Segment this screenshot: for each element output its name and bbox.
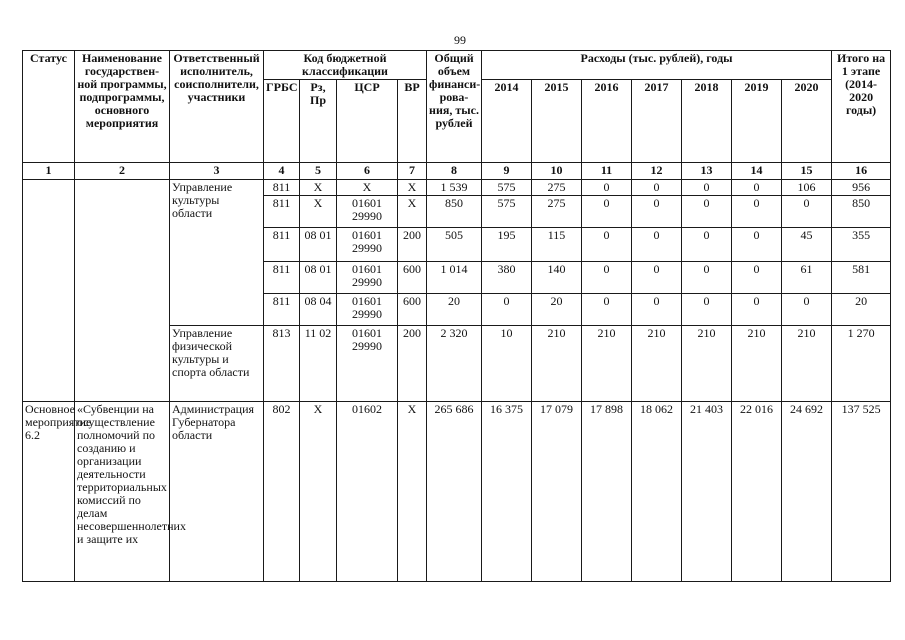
total-volume-cell: 1 014 (427, 262, 482, 294)
year-value-cell: 0 (682, 180, 732, 196)
year-value-cell: 0 (732, 294, 782, 326)
header-year: 2015 (532, 80, 582, 163)
rzpr-cell: 08 01 (300, 262, 337, 294)
vr-cell: 200 (398, 326, 427, 402)
header-stage-total: Итого на 1 этапе (2014-2020 годы) (832, 51, 891, 163)
year-value-cell: 275 (532, 180, 582, 196)
year-value-cell: 0 (732, 262, 782, 294)
column-number: 12 (632, 163, 682, 180)
year-value-cell: 0 (632, 262, 682, 294)
year-value-cell: 0 (732, 180, 782, 196)
year-value-cell: 0 (732, 228, 782, 262)
grbs-cell: 802 (264, 402, 300, 582)
header-year: 2018 (682, 80, 732, 163)
header-executor: Ответственный исполнитель, соисполнители, участники (170, 51, 264, 163)
year-value-cell: 140 (532, 262, 582, 294)
column-number: 15 (782, 163, 832, 180)
csr-cell: 01601 29990 (337, 294, 398, 326)
csr-cell: 01602 (337, 402, 398, 582)
year-value-cell: 0 (682, 228, 732, 262)
table-row (23, 180, 891, 196)
year-value-cell: 20 (532, 294, 582, 326)
stage-total-cell: 20 (832, 294, 891, 326)
executor-cell: Управление культуры области (170, 180, 264, 326)
year-value-cell: 17 079 (532, 402, 582, 582)
year-value-cell: 0 (582, 228, 632, 262)
grbs-cell: 811 (264, 294, 300, 326)
stage-total-cell: 581 (832, 262, 891, 294)
program-name-cell (75, 180, 170, 402)
header-year: 2016 (582, 80, 632, 163)
budget-table (22, 50, 891, 582)
table-row (23, 402, 891, 582)
column-number: 6 (337, 163, 398, 180)
column-number: 2 (75, 163, 170, 180)
stage-total-cell: 1 270 (832, 326, 891, 402)
year-value-cell: 0 (632, 180, 682, 196)
year-value-cell: 0 (582, 196, 632, 228)
column-number: 13 (682, 163, 732, 180)
year-value-cell: 0 (632, 196, 682, 228)
year-value-cell: 17 898 (582, 402, 632, 582)
year-value-cell: 210 (582, 326, 632, 402)
column-number: 16 (832, 163, 891, 180)
vr-cell: 600 (398, 262, 427, 294)
vr-cell: Х (398, 180, 427, 196)
column-number: 9 (482, 163, 532, 180)
year-value-cell: 195 (482, 228, 532, 262)
year-value-cell: 210 (782, 326, 832, 402)
year-value-cell: 0 (582, 180, 632, 196)
stage-total-cell: 850 (832, 196, 891, 228)
rzpr-cell: Х (300, 402, 337, 582)
year-value-cell: 210 (632, 326, 682, 402)
executor-cell: Управление физической культуры и спорта области (170, 326, 264, 402)
page-number: 99 (454, 33, 466, 47)
header-total-volume: Общий объем финанси-рова-ния, тыс. рублей (427, 51, 482, 163)
year-value-cell: 45 (782, 228, 832, 262)
rzpr-cell: Х (300, 196, 337, 228)
year-value-cell: 0 (582, 262, 632, 294)
header-expenses: Расходы (тыс. рублей), годы (482, 51, 832, 80)
header-status: Статус (23, 51, 75, 163)
column-number: 3 (170, 163, 264, 180)
year-value-cell: 0 (682, 262, 732, 294)
csr-cell: 01601 29990 (337, 196, 398, 228)
year-value-cell: 380 (482, 262, 532, 294)
total-volume-cell: 20 (427, 294, 482, 326)
header-vr: ВР (398, 80, 427, 163)
total-volume-cell: 1 539 (427, 180, 482, 196)
column-number: 7 (398, 163, 427, 180)
grbs-cell: 811 (264, 180, 300, 196)
stage-total-cell: 137 525 (832, 402, 891, 582)
year-value-cell: 210 (682, 326, 732, 402)
stage-total-cell: 355 (832, 228, 891, 262)
column-number-row (23, 163, 891, 180)
header-grbs: ГРБС (264, 80, 300, 163)
header-rzpr: Рз, Пр (300, 80, 337, 163)
vr-cell: 600 (398, 294, 427, 326)
header-year: 2017 (632, 80, 682, 163)
year-value-cell: 210 (732, 326, 782, 402)
header-year: 2014 (482, 80, 532, 163)
grbs-cell: 811 (264, 262, 300, 294)
stage-total-cell: 956 (832, 180, 891, 196)
year-value-cell: 115 (532, 228, 582, 262)
vr-cell: Х (398, 196, 427, 228)
year-value-cell: 16 375 (482, 402, 532, 582)
year-value-cell: 575 (482, 196, 532, 228)
rzpr-cell: Х (300, 180, 337, 196)
status-cell (23, 180, 75, 402)
column-number: 5 (300, 163, 337, 180)
column-number: 8 (427, 163, 482, 180)
year-value-cell: 575 (482, 180, 532, 196)
total-volume-cell: 265 686 (427, 402, 482, 582)
year-value-cell: 0 (632, 228, 682, 262)
year-value-cell: 0 (682, 294, 732, 326)
vr-cell: 200 (398, 228, 427, 262)
year-value-cell: 0 (582, 294, 632, 326)
year-value-cell: 0 (632, 294, 682, 326)
rzpr-cell: 08 01 (300, 228, 337, 262)
year-value-cell: 61 (782, 262, 832, 294)
column-number: 14 (732, 163, 782, 180)
grbs-cell: 813 (264, 326, 300, 402)
header-year: 2019 (732, 80, 782, 163)
column-number: 1 (23, 163, 75, 180)
header-name: Наименование государствен-ной программы, подпрограммы, основного мероприятия (75, 51, 170, 163)
header-year: 2020 (782, 80, 832, 163)
total-volume-cell: 2 320 (427, 326, 482, 402)
csr-cell: 01601 29990 (337, 228, 398, 262)
csr-cell: Х (337, 180, 398, 196)
grbs-cell: 811 (264, 196, 300, 228)
rzpr-cell: 11 02 (300, 326, 337, 402)
year-value-cell: 24 692 (782, 402, 832, 582)
year-value-cell: 0 (782, 196, 832, 228)
header-csr: ЦСР (337, 80, 398, 163)
column-number: 4 (264, 163, 300, 180)
header-row-1 (23, 51, 891, 80)
column-number: 10 (532, 163, 582, 180)
year-value-cell: 0 (682, 196, 732, 228)
csr-cell: 01601 29990 (337, 326, 398, 402)
year-value-cell: 210 (532, 326, 582, 402)
column-number: 11 (582, 163, 632, 180)
year-value-cell: 18 062 (632, 402, 682, 582)
total-volume-cell: 505 (427, 228, 482, 262)
year-value-cell: 22 016 (732, 402, 782, 582)
year-value-cell: 0 (482, 294, 532, 326)
year-value-cell: 0 (732, 196, 782, 228)
status-cell: Основное мероприятие 6.2 (23, 402, 75, 582)
vr-cell: Х (398, 402, 427, 582)
year-value-cell: 106 (782, 180, 832, 196)
year-value-cell: 10 (482, 326, 532, 402)
header-budget-code: Код бюджетной классификации (264, 51, 427, 80)
csr-cell: 01601 29990 (337, 262, 398, 294)
total-volume-cell: 850 (427, 196, 482, 228)
year-value-cell: 275 (532, 196, 582, 228)
year-value-cell: 0 (782, 294, 832, 326)
executor-cell: Администрация Губернатора области (170, 402, 264, 582)
grbs-cell: 811 (264, 228, 300, 262)
year-value-cell: 21 403 (682, 402, 732, 582)
rzpr-cell: 08 04 (300, 294, 337, 326)
program-name-cell: «Субвенции на осуществление полномочий по созданию и организации деятельности территориальных комиссий по делам несовершеннолетних и защите их (75, 402, 170, 582)
